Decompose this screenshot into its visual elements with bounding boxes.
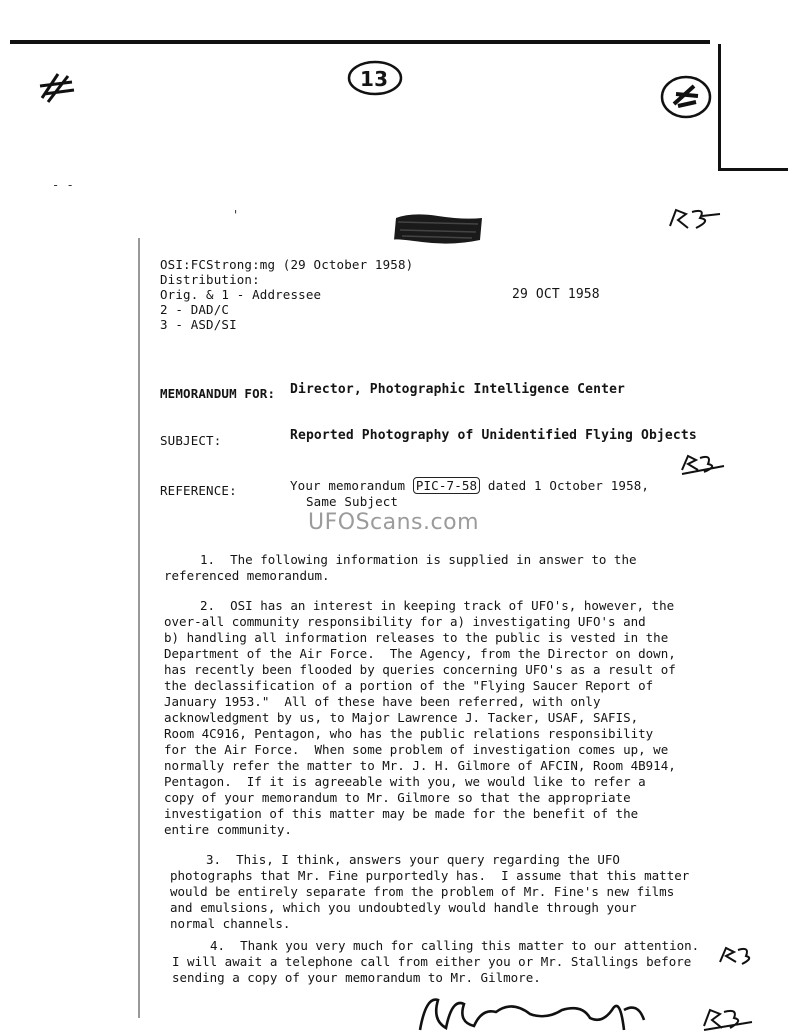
paragraph-3	[206, 852, 620, 868]
reference-label: REFERENCE:	[160, 483, 237, 498]
paragraph-2	[200, 598, 674, 614]
paragraph-line: This, I think, answers your query regarding the UFO	[236, 852, 620, 867]
paragraph-line: The following information is supplied in answer to the	[230, 552, 637, 567]
paragraph-line: has recently been flooded by queries concerning UFO's as a result of	[164, 662, 676, 677]
redaction-block	[392, 212, 484, 246]
paragraph-4	[210, 938, 699, 954]
paragraph-line: January 1953." All of these have been referred, with only	[164, 694, 601, 709]
paragraph-line: b) handling all information releases to the public is vested in the	[164, 630, 669, 645]
handwritten-initials-1	[666, 206, 722, 232]
scan-border-right-foot	[718, 168, 788, 171]
paragraph-line: OSI has an interest in keeping track of UFO's, however, the	[230, 598, 675, 613]
paragraph-number: 4.	[210, 938, 226, 953]
paragraph-number: 3.	[206, 852, 222, 867]
paragraph-line: entire community.	[164, 822, 292, 837]
reference-line	[290, 479, 649, 493]
scan-border-right	[718, 44, 721, 170]
distribution-item: 2 - DAD/C	[160, 302, 230, 317]
handwritten-initials-3	[716, 944, 756, 968]
reference-pre: Your memorandum	[290, 478, 406, 493]
watermark: UFOScans.com	[308, 510, 479, 535]
paragraph-line: referenced memorandum.	[164, 568, 330, 583]
reference-line2: Same Subject	[306, 494, 399, 509]
paragraph-line: Thank you very much for calling this matter to our attention.	[240, 938, 700, 953]
paragraph-line: normally refer the matter to Mr. J. H. Gilmore of AFCIN, Room 4B914,	[164, 758, 676, 773]
subject-label: SUBJECT:	[160, 433, 222, 448]
handwritten-signature	[412, 990, 662, 1035]
paragraph-line: acknowledgment by us, to Major Lawrence J. Tacker, USAF, SAFIS,	[164, 710, 639, 725]
paragraph-line: would be entirely separate from the problem of Mr. Fine's new films	[170, 884, 675, 899]
paragraph-line: for the Air Force. When some problem of investigation comes up, we	[164, 742, 669, 757]
paragraph-number: 1.	[200, 552, 216, 567]
distribution-item: 3 - ASD/SI	[160, 317, 237, 332]
scan-edge-left	[138, 238, 140, 1018]
memorandum-for-label: MEMORANDUM FOR:	[160, 386, 276, 401]
handwritten-initials-4	[700, 1004, 756, 1032]
scan-border-top	[10, 40, 710, 44]
distribution-label: Distribution:	[160, 272, 260, 287]
paragraph-line: photographs that Mr. Fine purportedly has. I assume that this matter	[170, 868, 690, 883]
memorandum-for-value: Director, Photographic Intelligence Center	[290, 382, 626, 397]
handwritten-initials-2	[678, 452, 728, 476]
subject-value: Reported Photography of Unidentified Flying Objects	[290, 428, 697, 443]
paragraph-line: sending a copy of your memorandum to Mr. Gilmore.	[172, 970, 541, 985]
paragraph-line: Pentagon. If it is agreeable with you, we would like to refer a	[164, 774, 646, 789]
paragraph-line: normal channels.	[170, 916, 291, 931]
paragraph-1	[200, 552, 637, 568]
distribution-item: Orig. & 1 - Addressee	[160, 287, 322, 302]
paragraph-line: the declassification of a portion of the "Flying Saucer Report of	[164, 678, 654, 693]
handwritten-mark-top-right	[658, 72, 714, 122]
handwritten-scribble-top-left	[38, 68, 78, 104]
margin-tick: '	[232, 208, 240, 222]
paragraph-line: Room 4C916, Pentagon, who has the public relations responsibility	[164, 726, 654, 741]
margin-dash: - -	[52, 178, 74, 192]
originator-line: OSI:FCStrong:mg (29 October 1958)	[160, 257, 414, 272]
page-number: 13	[360, 67, 389, 91]
paragraph-line: copy of your memorandum to Mr. Gilmore so that the appropriate	[164, 790, 631, 805]
reference-number: PIC-7-58	[413, 477, 480, 494]
date-stamp: 29 OCT 1958	[512, 287, 600, 302]
paragraph-line: I will await a telephone call from either you or Mr. Stallings before	[172, 954, 692, 969]
paragraph-number: 2.	[200, 598, 216, 613]
paragraph-line: Department of the Air Force. The Agency, from the Director on down,	[164, 646, 676, 661]
reference-post: dated 1 October 1958,	[487, 478, 650, 493]
paragraph-line: over-all community responsibility for a) investigating UFO's and	[164, 614, 646, 629]
paragraph-line: investigation of this matter may be made for the benefit of the	[164, 806, 639, 821]
paragraph-line: and emulsions, which you undoubtedly would handle through your	[170, 900, 637, 915]
